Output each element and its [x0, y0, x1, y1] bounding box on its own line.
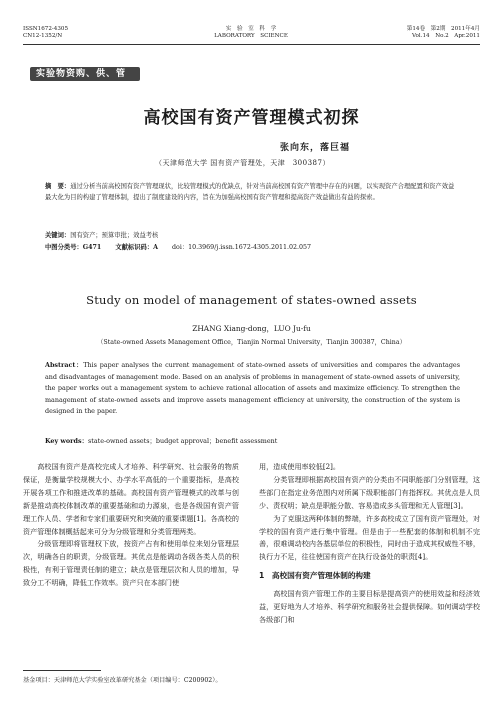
- column-section-tag: 实验物资购、供、管: [30, 67, 140, 81]
- authors-en: ZHANG Xiang-dong，LUO Ju-fu: [192, 324, 311, 333]
- issue-cn: 第14卷 第2期 2011年4月: [406, 26, 480, 32]
- issue-en: Vol.14 No.2 Apr.2011: [412, 33, 480, 39]
- keywords-en: [45, 436, 460, 445]
- body-column-left: [23, 461, 239, 590]
- body-paragraph: 高校国有资产管理工作的主要目标是提高资产的使用效益和经济效益，更好地为人才培养、科学研究和服务社会提供保障。如何调动学校各级部门和: [259, 589, 480, 624]
- authors-cn: 张向东，落巨福: [280, 143, 351, 153]
- body-paragraph: 分类管理即根据高校国有资产的分类由不同职能部门分别管理，这些部门在指定业务范围内对所属下级职能部门有指挥权。其优点是人员少、责权明；缺点是职能分散、容易造成多头管理和无人管理[3]。: [259, 474, 480, 510]
- abstract-cn: [45, 181, 460, 203]
- body-paragraph: 高校国有资产是高校完成人才培养、科学研究、社会服务的物质保证，是衡量学校规模大小、办学水平高低的一个重要指标，是高校开展各项工作和推进改革的基础。高校国有资产管理模式的改革与创新是推动高校体制改革的重要基础和动力源泉，也是各级国有资产管理工作人员、学者和专家们重要研究和突破的重要课题[1]。各高校的资产管理体制概括起来可分为分级管理和分类管理两类。: [23, 462, 239, 536]
- abstract-en-text: This paper analyses the current management of state-owned assets of universities and compares the advantages and disadvantages of management mode. Based on an analysis of problems in management of state-owned assets of university, the paper works out a management system to achieve rational allocation of assets and maximize efficiency. To strengthen the management of state-owned assets and improve assets management efficiency at university, the construction of the system is designed in the paper.: [45, 361, 460, 416]
- keywords-cn-text: 国有资产；预算审批；效益考核: [70, 232, 159, 239]
- affiliation-cn: （天津师范大学 国有资产管理处，天津 300387）: [155, 159, 330, 167]
- keywords-cn-label: 关键词：: [45, 232, 71, 239]
- doi-text: doi：10.3969/j.issn.1672-4305.2011.02.057: [172, 244, 312, 251]
- journal-name-cn: 实 验 室 科 学: [225, 26, 277, 32]
- journal-name-en: LABORATORY SCIENCE: [214, 33, 288, 39]
- funding-footnote: 基金项目：天津师范大学实验室改革研究基金（项目编号：C200902）。: [23, 677, 222, 684]
- abstract-cn-label: 摘 要：: [45, 183, 71, 190]
- journal-name-block: [196, 26, 306, 40]
- footnote-rule: [23, 670, 101, 671]
- journal-issn-block: [23, 26, 68, 40]
- body-paragraph: 分级管理即将管理权下放，按资产占有和使用单位来划分管理层次，明确各自的职责，分级管理。其优点是能调动各级各类人员的积极性，有利于管理责任制的建立；缺点是管理层次和人员的增加，导致分工不明确，降低工作效率。资产只在本部门使: [23, 539, 239, 588]
- issn-text: ISSN1672-4305: [23, 26, 69, 32]
- body-column-right: [259, 461, 480, 627]
- keywords-en-text: state-owned assets；budget approval；benefit assessment: [88, 437, 278, 445]
- body-paragraph: 用，造成使用率较低[2]。: [259, 462, 340, 471]
- affiliation-en: （State-owned Assets Management Office，Tianjin Normal University，Tianjin 300387，China）: [97, 339, 406, 346]
- abstract-en: [45, 360, 460, 418]
- header-rule: [23, 44, 480, 45]
- abstract-en-label: Abstract：: [45, 361, 84, 369]
- section-heading: 1 高校国有资产管理体制的构建: [259, 571, 371, 581]
- keywords-cn: [45, 230, 158, 239]
- body-paragraph: 为了克服这两种体制的弊端，许多高校成立了国有资产管理处，对学校的国有资产进行集中管理。但是由于一些配套的体制和机制不完善，很难调动校内各基层单位的积极性，同时由于造成其权威性不够，执行力不足，往往使国有资产在执行设备处的职责[4]。: [259, 513, 480, 562]
- paper-title-en: Study on model of management of states-owned assets: [86, 293, 417, 307]
- issue-info-block: [377, 26, 480, 40]
- document-code: 文献标识码：A: [115, 244, 158, 251]
- clc-number: 中图分类号：G471: [45, 244, 102, 251]
- cn-text: CN12-1352/N: [23, 33, 63, 39]
- abstract-cn-text: 通过分析当前高校国有资产管理现状，比较管理模式的优缺点，针对当前高校国有资产管理中存在的问题，以实现资产合理配置和资产效益最大化为目的构建了管理体制，提出了制度建设的内容，旨在为加强高校国有资产管理和提高资产效益做出有益的探索。: [45, 183, 455, 201]
- keywords-en-label: Key words：: [45, 437, 89, 445]
- paper-title-cn: 高校国有资产管理模式初探: [143, 108, 360, 128]
- classification-line: [45, 242, 323, 251]
